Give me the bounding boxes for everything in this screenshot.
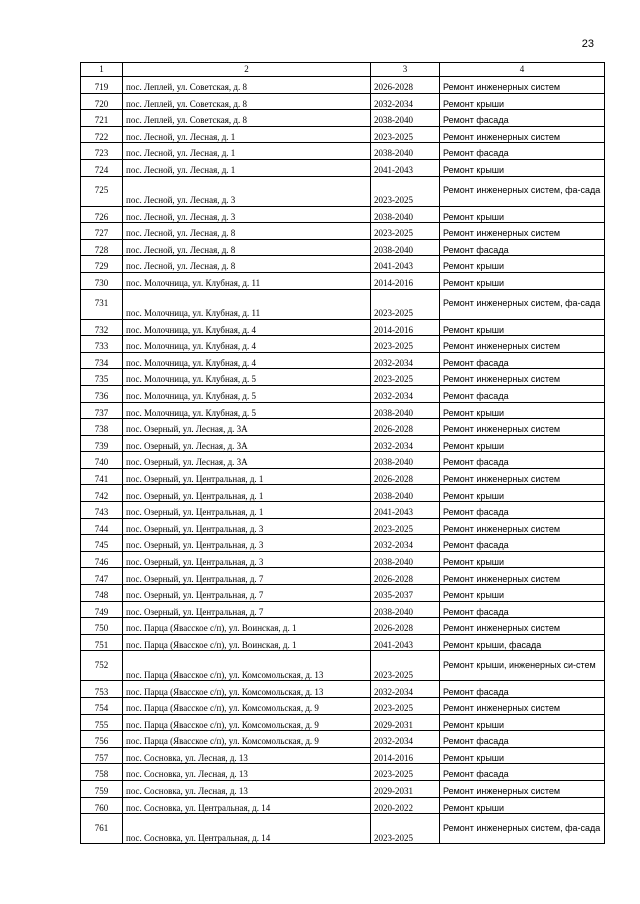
- period-cell: 2014-2016: [371, 319, 440, 336]
- row-number-cell: 749: [81, 601, 123, 618]
- row-number-cell: 756: [81, 731, 123, 748]
- row-number-cell: 735: [81, 369, 123, 386]
- row-number-cell: 748: [81, 585, 123, 602]
- table-row: [81, 731, 605, 748]
- work-type-cell: Ремонт инженерных систем: [440, 468, 605, 485]
- work-type-cell: Ремонт инженерных систем: [440, 419, 605, 436]
- row-number-cell: 726: [81, 206, 123, 223]
- table-row: [81, 126, 605, 143]
- table-row: [81, 239, 605, 256]
- work-type-cell: Ремонт крыши: [440, 402, 605, 419]
- row-number-cell: 731: [81, 289, 123, 319]
- address-cell: пос. Озерный, ул. Центральная, д. 3: [123, 535, 371, 552]
- row-number-cell: 741: [81, 468, 123, 485]
- work-type-cell: Ремонт фасада: [440, 452, 605, 469]
- period-cell: 2035-2037: [371, 585, 440, 602]
- table-row: [81, 435, 605, 452]
- table-row: [81, 289, 605, 319]
- period-cell: 2026-2028: [371, 77, 440, 94]
- work-type-cell: Ремонт крыши: [440, 319, 605, 336]
- row-number-cell: 742: [81, 485, 123, 502]
- row-number-cell: 760: [81, 797, 123, 814]
- table-row: [81, 336, 605, 353]
- address-cell: пос. Сосновка, ул. Лесная, д. 13: [123, 747, 371, 764]
- table-row: [81, 502, 605, 519]
- period-cell: 2026-2028: [371, 419, 440, 436]
- address-cell: пос. Сосновка, ул. Центральная, д. 14: [123, 814, 371, 844]
- address-cell: пос. Озерный, ул. Центральная, д. 1: [123, 468, 371, 485]
- table-row: [81, 764, 605, 781]
- address-cell: пос. Озерный, ул. Центральная, д. 1: [123, 502, 371, 519]
- row-number-cell: 754: [81, 698, 123, 715]
- row-number-cell: 757: [81, 747, 123, 764]
- row-number-cell: 734: [81, 352, 123, 369]
- period-cell: 2023-2025: [371, 764, 440, 781]
- row-number-cell: 759: [81, 780, 123, 797]
- period-cell: 2023-2025: [371, 369, 440, 386]
- row-number-cell: 751: [81, 634, 123, 651]
- address-cell: пос. Молочница, ул. Клубная, д. 4: [123, 319, 371, 336]
- address-cell: пос. Молочница, ул. Клубная, д. 5: [123, 402, 371, 419]
- work-type-cell: Ремонт фасада: [440, 385, 605, 402]
- period-cell: 2023-2025: [371, 176, 440, 206]
- address-cell: пос. Парца (Явасское с/п), ул. Воинская, д. 1: [123, 618, 371, 635]
- table-row: [81, 585, 605, 602]
- period-cell: 2014-2016: [371, 272, 440, 289]
- row-number-cell: 729: [81, 256, 123, 273]
- row-number-cell: 746: [81, 551, 123, 568]
- row-number-cell: 736: [81, 385, 123, 402]
- address-cell: пос. Молочница, ул. Клубная, д. 4: [123, 336, 371, 353]
- address-cell: пос. Лесной, ул. Лесная, д. 3: [123, 176, 371, 206]
- work-type-cell: Ремонт фасада: [440, 352, 605, 369]
- address-cell: пос. Лесной, ул. Лесная, д. 8: [123, 239, 371, 256]
- period-cell: 2038-2040: [371, 551, 440, 568]
- table-row: [81, 714, 605, 731]
- period-cell: 2041-2043: [371, 502, 440, 519]
- table-row: [81, 385, 605, 402]
- table-row: [81, 256, 605, 273]
- period-cell: 2026-2028: [371, 468, 440, 485]
- work-type-cell: Ремонт крыши, фасада: [440, 634, 605, 651]
- work-type-cell: Ремонт фасада: [440, 143, 605, 160]
- column-header-4: 4: [440, 63, 605, 77]
- address-cell: пос. Леплей, ул. Советская, д. 8: [123, 110, 371, 127]
- work-type-cell: Ремонт фасада: [440, 110, 605, 127]
- address-cell: пос. Лесной, ул. Лесная, д. 8: [123, 223, 371, 240]
- row-number-cell: 740: [81, 452, 123, 469]
- table-row: [81, 698, 605, 715]
- column-header-3: 3: [371, 63, 440, 77]
- period-cell: 2041-2043: [371, 256, 440, 273]
- work-type-cell: Ремонт крыши: [440, 206, 605, 223]
- address-cell: пос. Парца (Явасское с/п), ул. Комсомольская, д. 9: [123, 714, 371, 731]
- period-cell: 2023-2025: [371, 814, 440, 844]
- period-cell: 2038-2040: [371, 452, 440, 469]
- period-cell: 2026-2028: [371, 568, 440, 585]
- work-type-cell: Ремонт фасада: [440, 239, 605, 256]
- table-row: [81, 535, 605, 552]
- address-cell: пос. Озерный, ул. Центральная, д. 7: [123, 601, 371, 618]
- address-cell: пос. Сосновка, ул. Центральная, д. 14: [123, 797, 371, 814]
- work-type-cell: Ремонт крыши: [440, 435, 605, 452]
- table-row: [81, 681, 605, 698]
- row-number-cell: 739: [81, 435, 123, 452]
- row-number-cell: 758: [81, 764, 123, 781]
- table-row: [81, 272, 605, 289]
- work-type-cell: Ремонт инженерных систем, фа-сада: [440, 176, 605, 206]
- row-number-cell: 755: [81, 714, 123, 731]
- work-type-cell: Ремонт фасада: [440, 731, 605, 748]
- address-cell: пос. Лесной, ул. Лесная, д. 8: [123, 256, 371, 273]
- address-cell: пос. Сосновка, ул. Лесная, д. 13: [123, 764, 371, 781]
- period-cell: 2029-2031: [371, 714, 440, 731]
- period-cell: 2032-2034: [371, 435, 440, 452]
- table-row: [81, 468, 605, 485]
- row-number-cell: 761: [81, 814, 123, 844]
- period-cell: 2038-2040: [371, 143, 440, 160]
- period-cell: 2038-2040: [371, 110, 440, 127]
- period-cell: 2038-2040: [371, 402, 440, 419]
- period-cell: 2014-2016: [371, 747, 440, 764]
- period-cell: 2038-2040: [371, 239, 440, 256]
- period-cell: 2041-2043: [371, 159, 440, 176]
- work-type-cell: Ремонт инженерных систем, фа-сада: [440, 289, 605, 319]
- address-cell: пос. Озерный, ул. Центральная, д. 3: [123, 518, 371, 535]
- row-number-cell: 738: [81, 419, 123, 436]
- row-number-cell: 724: [81, 159, 123, 176]
- address-cell: пос. Лесной, ул. Лесная, д. 1: [123, 159, 371, 176]
- table-row: [81, 319, 605, 336]
- period-cell: 2020-2022: [371, 797, 440, 814]
- address-cell: пос. Молочница, ул. Клубная, д. 4: [123, 352, 371, 369]
- period-cell: 2041-2043: [371, 634, 440, 651]
- address-cell: пос. Озерный, ул. Лесная, д. 3А: [123, 419, 371, 436]
- table-row: [81, 601, 605, 618]
- address-cell: пос. Озерный, ул. Центральная, д. 7: [123, 585, 371, 602]
- period-cell: 2032-2034: [371, 731, 440, 748]
- period-cell: 2023-2025: [371, 336, 440, 353]
- address-cell: пос. Молочница, ул. Клубная, д. 5: [123, 369, 371, 386]
- table-row: [81, 518, 605, 535]
- row-number-cell: 720: [81, 93, 123, 110]
- column-header-2: 2: [123, 63, 371, 77]
- row-number-cell: 745: [81, 535, 123, 552]
- work-type-cell: Ремонт крыши: [440, 159, 605, 176]
- row-number-cell: 752: [81, 651, 123, 681]
- period-cell: 2032-2034: [371, 535, 440, 552]
- table-row: [81, 797, 605, 814]
- work-type-cell: Ремонт инженерных систем: [440, 336, 605, 353]
- period-cell: 2023-2025: [371, 223, 440, 240]
- period-cell: 2023-2025: [371, 126, 440, 143]
- work-type-cell: Ремонт инженерных систем: [440, 369, 605, 386]
- work-type-cell: Ремонт крыши: [440, 714, 605, 731]
- table-row: [81, 110, 605, 127]
- work-type-cell: Ремонт фасада: [440, 681, 605, 698]
- row-number-cell: 722: [81, 126, 123, 143]
- row-number-cell: 737: [81, 402, 123, 419]
- work-type-cell: Ремонт фасада: [440, 502, 605, 519]
- address-cell: пос. Парца (Явасское с/п), ул. Воинская, д. 1: [123, 634, 371, 651]
- address-cell: пос. Парца (Явасское с/п), ул. Комсомольская, д. 13: [123, 681, 371, 698]
- work-type-cell: Ремонт крыши: [440, 485, 605, 502]
- table-row: [81, 369, 605, 386]
- address-cell: пос. Молочница, ул. Клубная, д. 11: [123, 289, 371, 319]
- period-cell: 2023-2025: [371, 651, 440, 681]
- address-cell: пос. Лесной, ул. Лесная, д. 3: [123, 206, 371, 223]
- table-row: [81, 143, 605, 160]
- row-number-cell: 733: [81, 336, 123, 353]
- table-row: [81, 206, 605, 223]
- period-cell: 2032-2034: [371, 681, 440, 698]
- work-type-cell: Ремонт инженерных систем: [440, 126, 605, 143]
- work-type-cell: Ремонт крыши, инженерных си-стем: [440, 651, 605, 681]
- period-cell: 2032-2034: [371, 352, 440, 369]
- work-type-cell: Ремонт крыши: [440, 797, 605, 814]
- address-cell: пос. Лесной, ул. Лесная, д. 1: [123, 126, 371, 143]
- row-number-cell: 728: [81, 239, 123, 256]
- table-row: [81, 176, 605, 206]
- table-row: [81, 159, 605, 176]
- work-type-cell: Ремонт инженерных систем: [440, 618, 605, 635]
- address-cell: пос. Сосновка, ул. Лесная, д. 13: [123, 780, 371, 797]
- period-cell: 2032-2034: [371, 385, 440, 402]
- row-number-cell: 732: [81, 319, 123, 336]
- address-cell: пос. Парца (Явасское с/п), ул. Комсомольская, д. 9: [123, 731, 371, 748]
- table-row: [81, 618, 605, 635]
- address-cell: пос. Леплей, ул. Советская, д. 8: [123, 93, 371, 110]
- work-type-cell: Ремонт крыши: [440, 272, 605, 289]
- period-cell: 2023-2025: [371, 518, 440, 535]
- work-type-cell: Ремонт крыши: [440, 747, 605, 764]
- row-number-cell: 719: [81, 77, 123, 94]
- address-cell: пос. Парца (Явасское с/п), ул. Комсомольская, д. 13: [123, 651, 371, 681]
- work-type-cell: Ремонт инженерных систем: [440, 77, 605, 94]
- table-row: [81, 223, 605, 240]
- row-number-cell: 747: [81, 568, 123, 585]
- table-header-row: [81, 63, 605, 77]
- work-type-cell: Ремонт фасада: [440, 601, 605, 618]
- address-cell: пос. Озерный, ул. Лесная, д. 3А: [123, 435, 371, 452]
- table-row: [81, 551, 605, 568]
- table-row: [81, 352, 605, 369]
- address-cell: пос. Лесной, ул. Лесная, д. 1: [123, 143, 371, 160]
- address-cell: пос. Озерный, ул. Центральная, д. 1: [123, 485, 371, 502]
- work-type-cell: Ремонт инженерных систем: [440, 568, 605, 585]
- row-number-cell: 750: [81, 618, 123, 635]
- address-cell: пос. Озерный, ул. Центральная, д. 7: [123, 568, 371, 585]
- work-type-cell: Ремонт инженерных систем: [440, 780, 605, 797]
- period-cell: 2023-2025: [371, 698, 440, 715]
- row-number-cell: 753: [81, 681, 123, 698]
- period-cell: 2023-2025: [371, 289, 440, 319]
- table-row: [81, 93, 605, 110]
- table-row: [81, 568, 605, 585]
- period-cell: 2026-2028: [371, 618, 440, 635]
- address-cell: пос. Молочница, ул. Клубная, д. 5: [123, 385, 371, 402]
- address-cell: пос. Молочница, ул. Клубная, д. 11: [123, 272, 371, 289]
- row-number-cell: 744: [81, 518, 123, 535]
- table-row: [81, 402, 605, 419]
- table-row: [81, 814, 605, 844]
- period-cell: 2038-2040: [371, 601, 440, 618]
- table-row: [81, 634, 605, 651]
- address-cell: пос. Озерный, ул. Центральная, д. 3: [123, 551, 371, 568]
- row-number-cell: 725: [81, 176, 123, 206]
- work-type-cell: Ремонт крыши: [440, 256, 605, 273]
- row-number-cell: 723: [81, 143, 123, 160]
- work-type-cell: Ремонт фасада: [440, 535, 605, 552]
- work-type-cell: Ремонт инженерных систем: [440, 698, 605, 715]
- address-cell: пос. Озерный, ул. Лесная, д. 3А: [123, 452, 371, 469]
- work-type-cell: Ремонт инженерных систем, фа-сада: [440, 814, 605, 844]
- table-row: [81, 780, 605, 797]
- row-number-cell: 721: [81, 110, 123, 127]
- address-cell: пос. Парца (Явасское с/п), ул. Комсомольская, д. 9: [123, 698, 371, 715]
- address-cell: пос. Леплей, ул. Советская, д. 8: [123, 77, 371, 94]
- page-number: 23: [581, 38, 594, 50]
- table-row: [81, 651, 605, 681]
- work-type-cell: Ремонт фасада: [440, 764, 605, 781]
- repair-schedule-table: [80, 62, 605, 844]
- table-row: [81, 77, 605, 94]
- work-type-cell: Ремонт крыши: [440, 585, 605, 602]
- work-type-cell: Ремонт инженерных систем: [440, 223, 605, 240]
- table-body: [81, 77, 605, 844]
- row-number-cell: 727: [81, 223, 123, 240]
- table-row: [81, 452, 605, 469]
- period-cell: 2038-2040: [371, 485, 440, 502]
- work-type-cell: Ремонт крыши: [440, 93, 605, 110]
- period-cell: 2029-2031: [371, 780, 440, 797]
- table-row: [81, 485, 605, 502]
- row-number-cell: 730: [81, 272, 123, 289]
- work-type-cell: Ремонт инженерных систем: [440, 518, 605, 535]
- column-header-1: 1: [81, 63, 123, 77]
- row-number-cell: 743: [81, 502, 123, 519]
- work-type-cell: Ремонт крыши: [440, 551, 605, 568]
- table-row: [81, 419, 605, 436]
- period-cell: 2038-2040: [371, 206, 440, 223]
- table-row: [81, 747, 605, 764]
- period-cell: 2032-2034: [371, 93, 440, 110]
